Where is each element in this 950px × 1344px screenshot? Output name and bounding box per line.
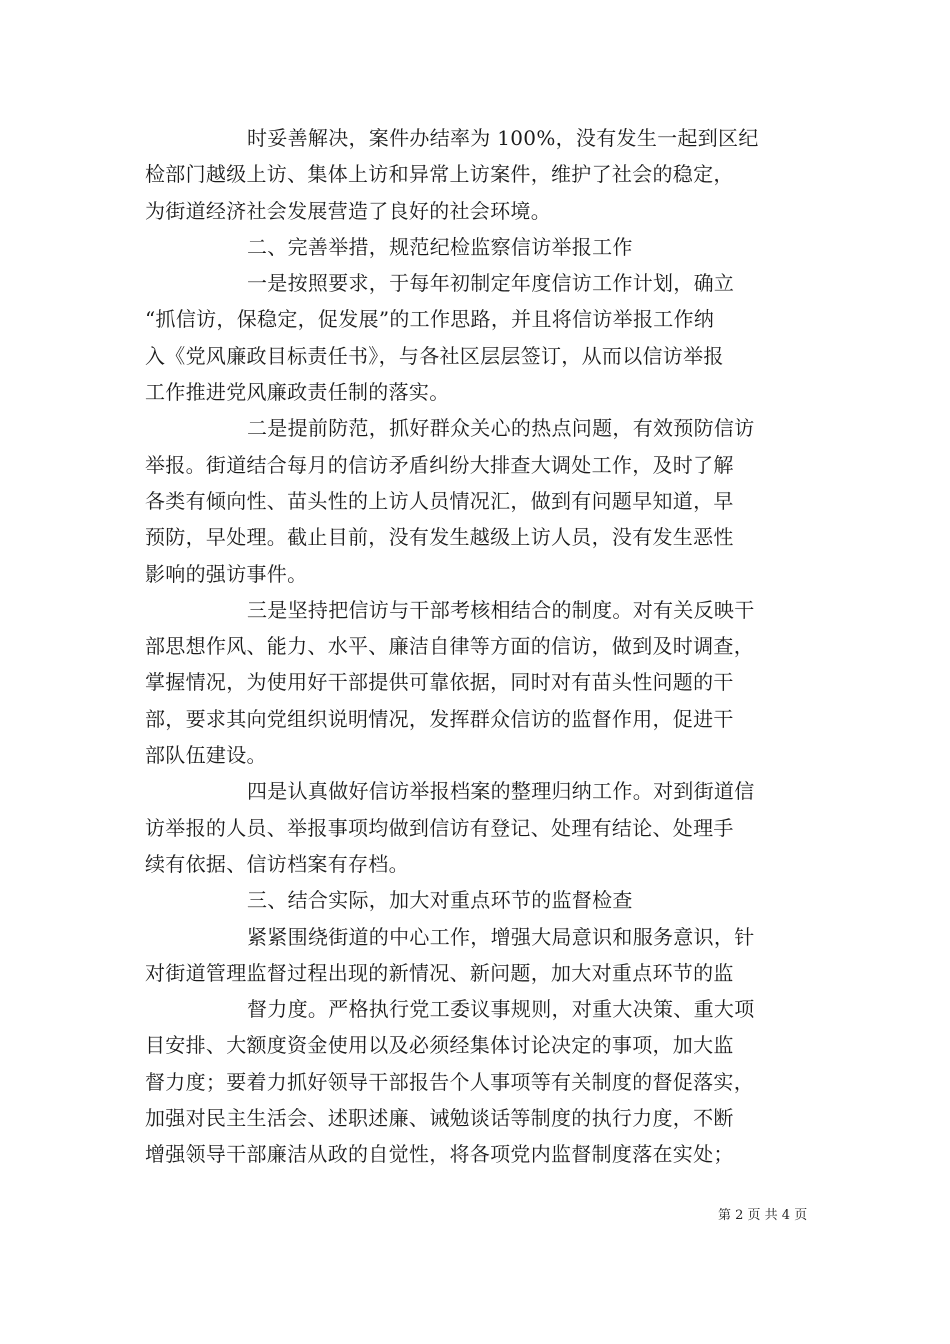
page-number-footer: 第 2 页 共 4 页 — [718, 1208, 808, 1223]
text-line: 二、完善举措，规范纪检监察信访举报工作 — [247, 234, 633, 259]
text-line: 督力度；要着力抓好领导干部报告个人事项等有关制度的督促落实， — [145, 1069, 754, 1094]
text-line: 部，要求其向党组织说明情况，发挥群众信访的监督作用，促进干 — [145, 706, 734, 731]
text-line: 部思想作风、能力、水平、廉洁自律等方面的信访，做到及时调查， — [145, 634, 754, 659]
text-line: 入《党风廉政目标责任书》，与各社区层层签订，从而以信访举报 — [145, 343, 724, 368]
text-line: 一是按照要求，于每年初制定年度信访工作计划，确立 — [247, 271, 735, 296]
text-line: 举报。街道结合每月的信访矛盾纠纷大排查大调处工作，及时了解 — [145, 452, 734, 477]
text-line: 续有依据、信访档案有存档。 — [145, 851, 409, 876]
text-line: 增强领导干部廉洁从政的自觉性，将各项党内监督制度落在实处； — [145, 1142, 734, 1167]
text-line: 加强对民主生活会、述职述廉、诫勉谈话等制度的执行力度，不断 — [145, 1106, 734, 1131]
text-line: 为街道经济社会发展营造了良好的社会环境。 — [145, 198, 551, 223]
text-line: 三、结合实际，加大对重点环节的监督检查 — [247, 888, 633, 913]
body-text — [145, 120, 810, 1173]
text-line: 目安排、大额度资金使用以及必须经集体讨论决定的事项，加大监 — [145, 1033, 734, 1058]
text-line: 紧紧围绕街道的中心工作，增强大局意识和服务意识，针 — [247, 924, 755, 949]
text-line: 掌握情况，为使用好干部提供可靠依据，同时对有苗头性问题的干 — [145, 670, 734, 695]
text-line: 影响的强访事件。 — [145, 561, 308, 586]
text-line: 各类有倾向性、苗头性的上访人员情况汇，做到有问题早知道，早 — [145, 488, 734, 513]
text-line: 对街道管理监督过程出现的新情况、新问题，加大对重点环节的监 — [145, 960, 734, 985]
text-line: 工作推进党风廉政责任制的落实。 — [145, 380, 450, 405]
text-line: 四是认真做好信访举报档案的整理归纳工作。对到街道信 — [247, 779, 755, 804]
text-line: 三是坚持把信访与干部考核相结合的制度。对有关反映干 — [247, 597, 755, 622]
text-line: 部队伍建设。 — [145, 743, 267, 768]
text-line: 二是提前防范，抓好群众关心的热点问题，有效预防信访 — [247, 416, 755, 441]
text-line: 检部门越级上访、集体上访和异常上访案件，维护了社会的稳定， — [145, 162, 734, 187]
text-line: “抓信访，保稳定，促发展”的工作思路，并且将信访举报工作纳 — [145, 307, 715, 332]
text-line: 访举报的人员、举报事项均做到信访有登记、处理有结论、处理手 — [145, 815, 734, 840]
text-line: 时妥善解决，案件办结率为 100%，没有发生一起到区纪 — [247, 126, 759, 150]
text-line: 督力度。严格执行党工委议事规则，对重大决策、重大项 — [247, 997, 755, 1022]
text-line: 预防，早处理。截止目前，没有发生越级上访人员，没有发生恶性 — [145, 525, 734, 550]
